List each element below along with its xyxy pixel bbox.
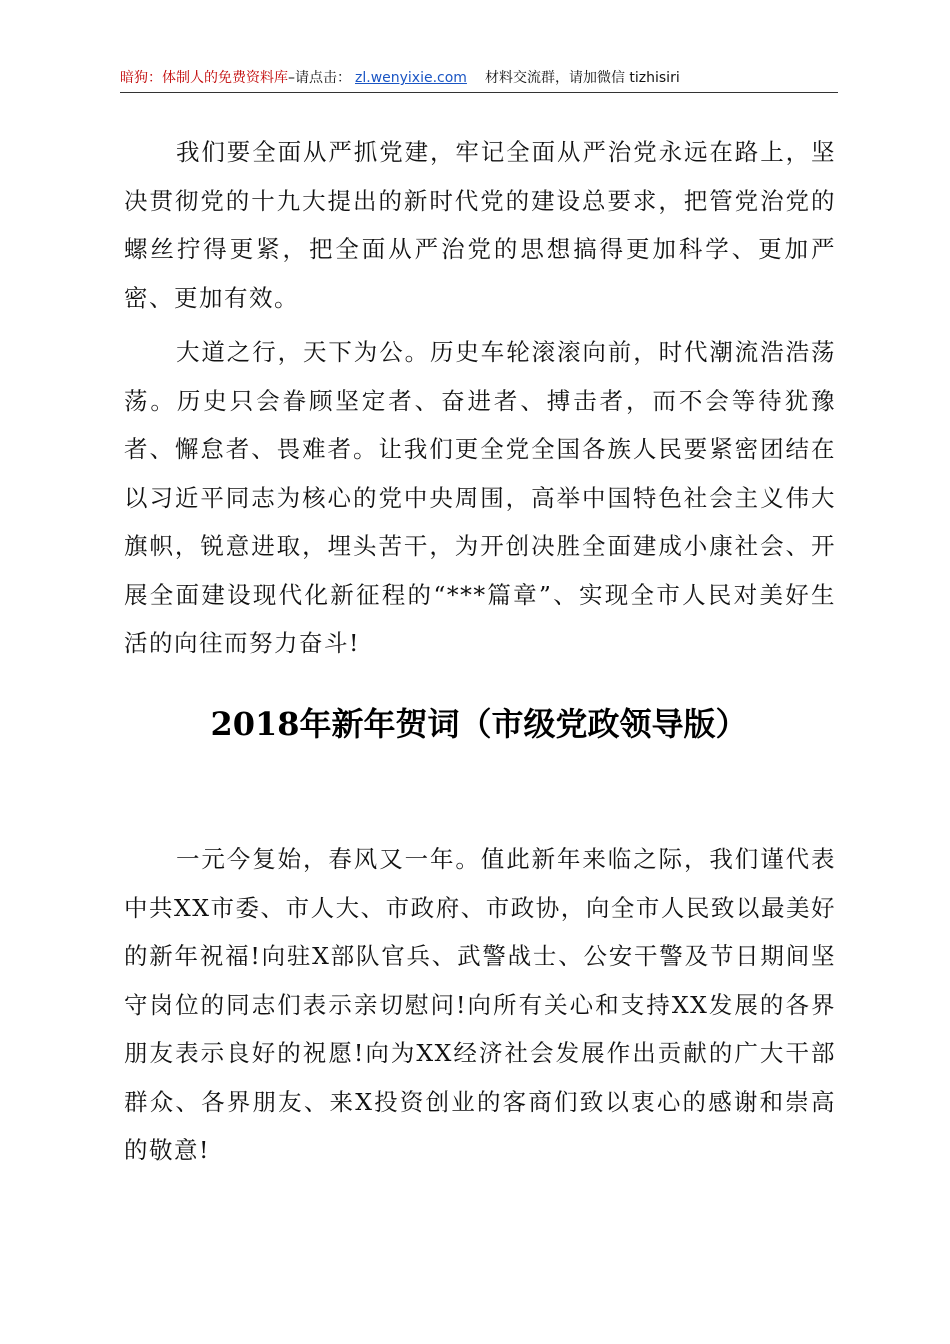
paragraph-2: 大道之行，天下为公。历史车轮滚滚向前，时代潮流浩浩荡荡。历史只会眷顾坚定者、奋进者、搏击者，而不会等待犹豫者、懈怠者、畏难者。让我们更全党全国各族人民要紧密团结在以习近平同志为核心的党中央周围，高举中国特色社会主义伟大旗帜，锐意进取，埋头苦干，为开创决胜全面建成小康社会、开展全面建设现代化新征程的“***篇章”、实现全市人民对美好生活的向往而努力奋斗! xyxy=(124,338,836,657)
header-brand: 暗狗：体制人的免费资料库 xyxy=(120,70,288,86)
header-wechat-note: 材料交流群，请加微信 tizhisiri xyxy=(484,70,680,86)
section-title: 2018年新年贺词（市级党政领导版） xyxy=(210,705,748,743)
header-link[interactable]: zl.wenyixie.com xyxy=(355,70,467,86)
page-header xyxy=(120,68,838,88)
header-prompt: –请点击： xyxy=(288,70,351,86)
paragraph-1: 我们要全面从严抓党建，牢记全面从严治党永远在路上，坚决贯彻党的十九大提出的新时代党的建设总要求，把管党治党的螺丝拧得更紧，把全面从严治党的思想搞得更加科学、更加严密、更加有效。 xyxy=(124,138,836,312)
header-divider xyxy=(120,92,838,93)
paragraph-3: 一元今复始，春风又一年。值此新年来临之际，我们谨代表中共XX市委、市人大、市政府、市政协，向全市人民致以最美好的新年祝福!向驻X部队官兵、武警战士、公安干警及节日期间坚守岗位的同志们表示亲切慰问!向所有关心和支持XX发展的各界朋友表示良好的祝愿!向为XX经济社会发展作出贡献的广大干部群众、各界朋友、来X投资创业的客商们致以衷心的感谢和崇高的敬意! xyxy=(124,845,836,1164)
